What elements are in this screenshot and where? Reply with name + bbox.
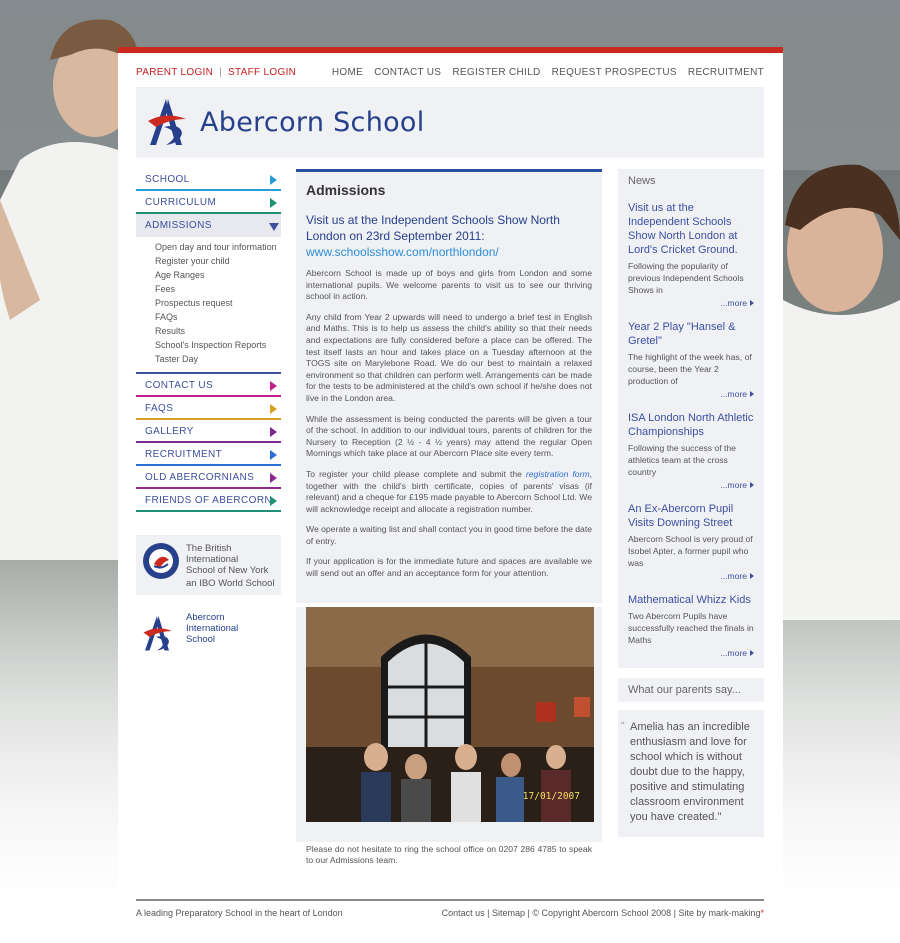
bisny-line-1: The British xyxy=(186,543,232,554)
subnav-item-age-ranges[interactable]: Age Ranges xyxy=(155,270,205,280)
news-more-link[interactable]: ...more xyxy=(628,480,754,490)
subnav-item-results[interactable]: Results xyxy=(155,326,186,336)
main-content-box xyxy=(296,169,602,603)
arrow-right-icon xyxy=(270,404,277,414)
paragraph-assessment: Any child from Year 2 upwards will need to undergo a brief test in English and Maths. This is to help us assess the child's ability so that their needs and expectations are fully considered before a place can be offered. The test itself lasts an hour and takes place on a Tuesday afternoon at the TOGS site on Marylebone Road. We do our best to maintain a relaxed environment so that children can perform well. Arrangements can be made for the tests to be administered at the child's own school if he/she does not live in the London area. xyxy=(306,311,592,403)
arrow-right-icon xyxy=(270,175,277,185)
news-item xyxy=(628,502,754,581)
abercorn-intl-line-3: School xyxy=(186,634,216,645)
news-more-link[interactable]: ...more xyxy=(628,298,754,308)
site-header xyxy=(136,87,764,158)
photo-section xyxy=(296,607,602,842)
sidebar-item-label: GALLERY xyxy=(145,426,194,437)
sidebar-item-admissions[interactable] xyxy=(136,214,281,237)
footer-credit-link[interactable]: Site by mark-making xyxy=(678,908,761,918)
paragraph-waiting-list: We operate a waiting list and shall contact you in good time before the date of entry. xyxy=(306,524,592,546)
sidebar-item-label: FAQS xyxy=(145,403,174,414)
paragraph-phone: Please do not hesitate to ring the school office on 0207 286 4785 to speak to our Admissions team. xyxy=(306,843,592,866)
news-item xyxy=(628,593,754,658)
footer-links: Contact us | Sitemap | © Copyright Abercorn School 2008 | Site by mark-making* xyxy=(441,908,764,918)
register-text-post: , together with the child's birth certificate, copies of parents' visas (if relevant) and a cheque for £195 made payable to Abercorn School Ltd. We will acknowledge receipt and allocate a registration number. xyxy=(306,468,592,514)
sidebar-item-label: RECRUITMENT xyxy=(145,449,223,460)
open-day-photo xyxy=(306,607,594,822)
parent-quote xyxy=(618,710,764,837)
footer-contact-link[interactable]: Contact us xyxy=(441,908,485,918)
bisny-crest-icon xyxy=(142,542,180,580)
news-item xyxy=(628,411,754,490)
paragraph-register xyxy=(306,469,592,515)
admissions-subnav xyxy=(136,237,281,374)
photo-date-stamp: 17/01/2007 xyxy=(522,790,580,802)
page-title: Admissions xyxy=(306,182,386,198)
lead-text-body: Visit us at the Independent Schools Show North London on 23rd September 2011: xyxy=(306,213,560,243)
nav-register-link[interactable]: REGISTER CHILD xyxy=(452,67,541,78)
top-nav xyxy=(324,67,764,78)
arrow-right-icon xyxy=(270,450,277,460)
login-links xyxy=(136,67,296,78)
news-more-link[interactable]: ...more xyxy=(628,389,754,399)
news-headline[interactable]: An Ex-Abercorn Pupil Visits Downing Street xyxy=(628,503,734,529)
subnav-item-inspection[interactable]: School's Inspection Reports xyxy=(155,340,267,350)
footer-star: * xyxy=(760,908,764,918)
nav-contact-link[interactable]: CONTACT US xyxy=(374,67,442,78)
sidebar-item-label: CURRICULUM xyxy=(145,197,217,208)
news-headline[interactable]: ISA London North Athletic Championships xyxy=(628,412,754,438)
parent-quote-text: Amelia has an incredible enthusiasm and love for school which is without doubt due to the happy, positive and stimulating classroom environment you have created." xyxy=(630,721,750,823)
bisny-line-2: International xyxy=(186,554,239,565)
sidebar-item-label: FRIENDS OF ABERCORN xyxy=(145,495,273,506)
quote-mark-icon: “ xyxy=(621,720,625,732)
news-more-link[interactable]: ...more xyxy=(628,571,754,581)
login-separator: | xyxy=(219,67,223,78)
news-title: News xyxy=(628,175,656,187)
sidebar-item-label: CONTACT US xyxy=(145,380,214,391)
sidebar-item-label: SCHOOL xyxy=(145,174,190,185)
subnav-item-faqs[interactable]: FAQs xyxy=(155,312,178,322)
main-content xyxy=(296,169,602,876)
photo-illustration xyxy=(306,607,594,822)
school-logo-icon[interactable] xyxy=(146,97,194,149)
news-headline[interactable]: Visit us at the Independent Schools Show North London at Lord's Cricket Ground. xyxy=(628,202,738,256)
parent-login-link[interactable]: PARENT LOGIN xyxy=(136,67,214,78)
subnav-item-open-day[interactable]: Open day and tour information xyxy=(155,242,277,252)
footer-sitemap-link[interactable]: Sitemap xyxy=(492,908,526,918)
parents-say-title: What our parents say... xyxy=(618,678,764,702)
sidebar-item-school[interactable] xyxy=(136,168,281,191)
arrow-right-icon xyxy=(270,473,277,483)
arrow-right-icon xyxy=(270,381,277,391)
right-column xyxy=(618,169,764,837)
subnav-item-taster[interactable]: Taster Day xyxy=(155,354,199,364)
news-more-link[interactable]: ...more xyxy=(628,648,754,658)
sidebar-nav xyxy=(136,168,281,512)
sidebar-item-label: OLD ABERCORNIANS xyxy=(145,472,255,483)
paragraph-tour: While the assessment is being conducted the parents will be given a tour of the school. In addition to our individual tours, parents of children for the Nursery to Reception (2 ½ - 4 ½ years) may attend the regular Open Mornings which take place at our Abercorn Place site every term. xyxy=(306,413,592,459)
arrow-right-icon xyxy=(270,198,277,208)
register-text-pre: To register your child please complete and submit the xyxy=(306,468,526,479)
news-headline[interactable]: Mathematical Whizz Kids xyxy=(628,594,751,606)
top-bar xyxy=(136,67,764,81)
abercorn-intl-line-2: International xyxy=(186,623,239,634)
arrow-right-icon xyxy=(270,427,277,437)
news-excerpt: The highlight of the week has, of course, been the Year 2 production of xyxy=(628,352,752,386)
news-panel xyxy=(618,169,764,668)
subnav-item-prospectus[interactable]: Prospectus request xyxy=(155,298,233,308)
paragraph-intro: Abercorn School is made up of boys and girls from London and some international pupils. We welcome parents to visit us to see our thriving school in action. xyxy=(306,268,592,302)
news-excerpt: Following the popularity of previous Independent Schools Shows in xyxy=(628,261,744,295)
bisny-line-4: an IBO World School xyxy=(186,578,275,589)
footer-tagline: A leading Preparatory School in the heart of London xyxy=(136,908,343,918)
sidebar-item-friends[interactable] xyxy=(136,489,281,512)
sidebar-item-label: ADMISSIONS xyxy=(145,220,212,231)
abercorn-international-promo[interactable] xyxy=(136,606,281,654)
nav-prospectus-link[interactable]: REQUEST PROSPECTUS xyxy=(551,67,677,78)
site-footer xyxy=(136,899,764,918)
sidebar-item-curriculum[interactable] xyxy=(136,191,281,214)
arrow-down-icon xyxy=(269,223,279,231)
paragraph-offer: If your application is for the immediate future and spaces are available we will send out an offer and an acceptance form for your attention. xyxy=(306,556,592,579)
footer-copyright: © Copyright Abercorn School 2008 xyxy=(532,908,672,918)
nav-recruitment-link[interactable]: RECRUITMENT xyxy=(687,67,764,78)
sidebar-item-recruitment[interactable] xyxy=(136,443,281,466)
news-item xyxy=(628,320,754,399)
bisny-line-3: School of New York xyxy=(186,565,269,576)
bisny-promo[interactable] xyxy=(136,535,281,595)
sidebar-item-gallery[interactable] xyxy=(136,420,281,443)
abercorn-intl-line-1: Abercorn xyxy=(186,612,225,623)
schools-show-link[interactable]: www.schoolsshow.com/northlondon/ xyxy=(306,245,499,259)
lead-text xyxy=(306,212,592,260)
abercorn-logo-icon xyxy=(142,613,178,655)
staff-login-link[interactable]: STAFF LOGIN xyxy=(228,67,297,78)
subnav-item-register[interactable]: Register your child xyxy=(155,256,230,266)
registration-form-link[interactable]: registration form xyxy=(525,468,590,479)
news-item xyxy=(628,201,754,308)
page-container xyxy=(118,47,783,943)
arrow-right-icon xyxy=(270,496,277,506)
news-excerpt: Two Abercorn Pupils have successfully reached the finals in Maths xyxy=(628,611,754,645)
sidebar-item-contact[interactable] xyxy=(136,374,281,397)
sidebar-item-old-abercornians[interactable] xyxy=(136,466,281,489)
subnav-item-fees[interactable]: Fees xyxy=(155,284,176,294)
news-excerpt: Following the success of the athletics team at the cross country xyxy=(628,443,736,477)
school-name[interactable]: Abercorn School xyxy=(200,107,425,138)
sidebar-item-faqs[interactable] xyxy=(136,397,281,420)
news-headline[interactable]: Year 2 Play "Hansel & Gretel" xyxy=(628,321,736,347)
news-excerpt: Abercorn School is very proud of Isobel Apter, a former pupil who was xyxy=(628,534,753,568)
nav-home-link[interactable]: HOME xyxy=(331,67,364,78)
